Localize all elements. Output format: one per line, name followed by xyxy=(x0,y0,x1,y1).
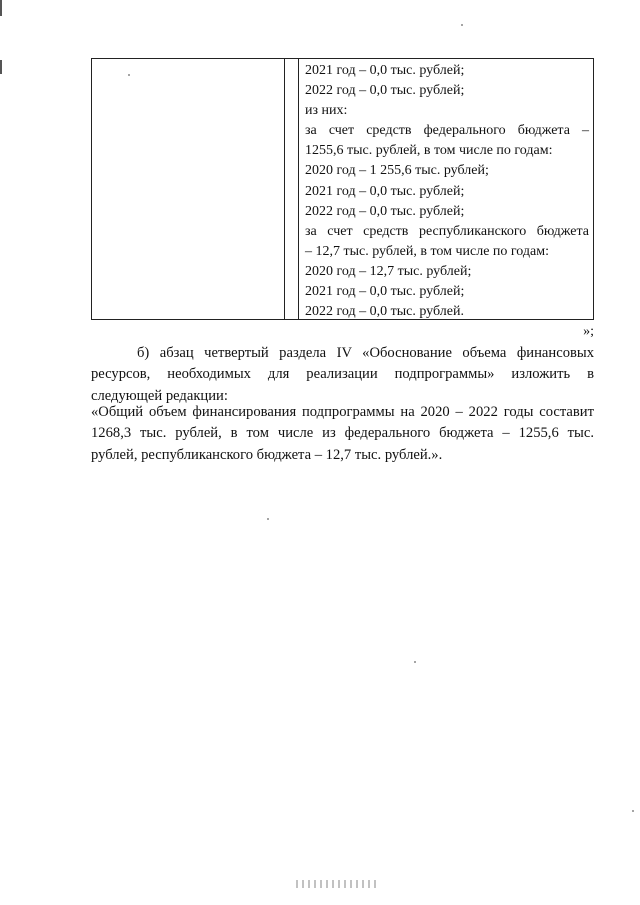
table-line: 2022 год – 0,0 тыс. рублей; xyxy=(305,83,465,99)
paragraph-line: рублей, республиканского бюджета – 12,7 тыс. рублей.». xyxy=(91,446,443,463)
paragraph-line: следующей редакции: xyxy=(91,387,228,404)
table-line: – 12,7 тыс. рублей, в том числе по годам: xyxy=(305,243,549,259)
scan-speck xyxy=(632,810,634,812)
scan-speck xyxy=(267,518,269,520)
table-line: 2020 год – 1 255,6 тыс. рублей; xyxy=(305,163,489,179)
amendment-paragraph xyxy=(91,343,594,407)
table-line: 2021 год – 0,0 тыс. рублей; xyxy=(305,183,465,199)
paragraph-line: ресурсов, необходимых для реализации подпрограммы» изложить в xyxy=(91,366,594,383)
paragraph-line: «Общий объем финансирования подпрограммы на 2020 – 2022 годы составит xyxy=(91,404,594,420)
scan-speck xyxy=(414,661,416,663)
table-line: 1255,6 тыс. рублей, в том числе по годам: xyxy=(305,143,553,159)
paragraph-line: 1268,3 тыс. рублей, в том числе из федерального бюджета – 1255,6 тыс. xyxy=(91,425,594,442)
table-line: 2021 год – 0,0 тыс. рублей; xyxy=(305,284,465,300)
quoted-paragraph xyxy=(91,402,594,466)
table-line: за счет средств федерального бюджета – xyxy=(305,123,589,139)
table-middle-column xyxy=(285,59,299,319)
table-line: 2021 год – 0,0 тыс. рублей; xyxy=(305,63,465,78)
table-line: за счет средств республиканского бюджета xyxy=(305,223,589,239)
table-line: 2022 год – 0,0 тыс. рублей. xyxy=(305,304,464,320)
table-left-column xyxy=(92,59,285,319)
budget-table xyxy=(91,58,594,320)
scan-edge-mark xyxy=(0,60,2,74)
scan-footer-noise xyxy=(296,880,376,888)
table-line: из них: xyxy=(305,103,348,119)
paragraph-line: б) абзац четвертый раздела IV «Обоснование объема финансовых xyxy=(137,345,594,361)
table-line: 2020 год – 12,7 тыс. рублей; xyxy=(305,263,472,279)
scan-speck xyxy=(461,24,463,26)
table-line: 2022 год – 0,0 тыс. рублей; xyxy=(305,203,465,219)
closing-quote: »; xyxy=(583,324,594,339)
scan-edge-mark xyxy=(0,0,2,16)
table-right-column xyxy=(299,59,593,319)
